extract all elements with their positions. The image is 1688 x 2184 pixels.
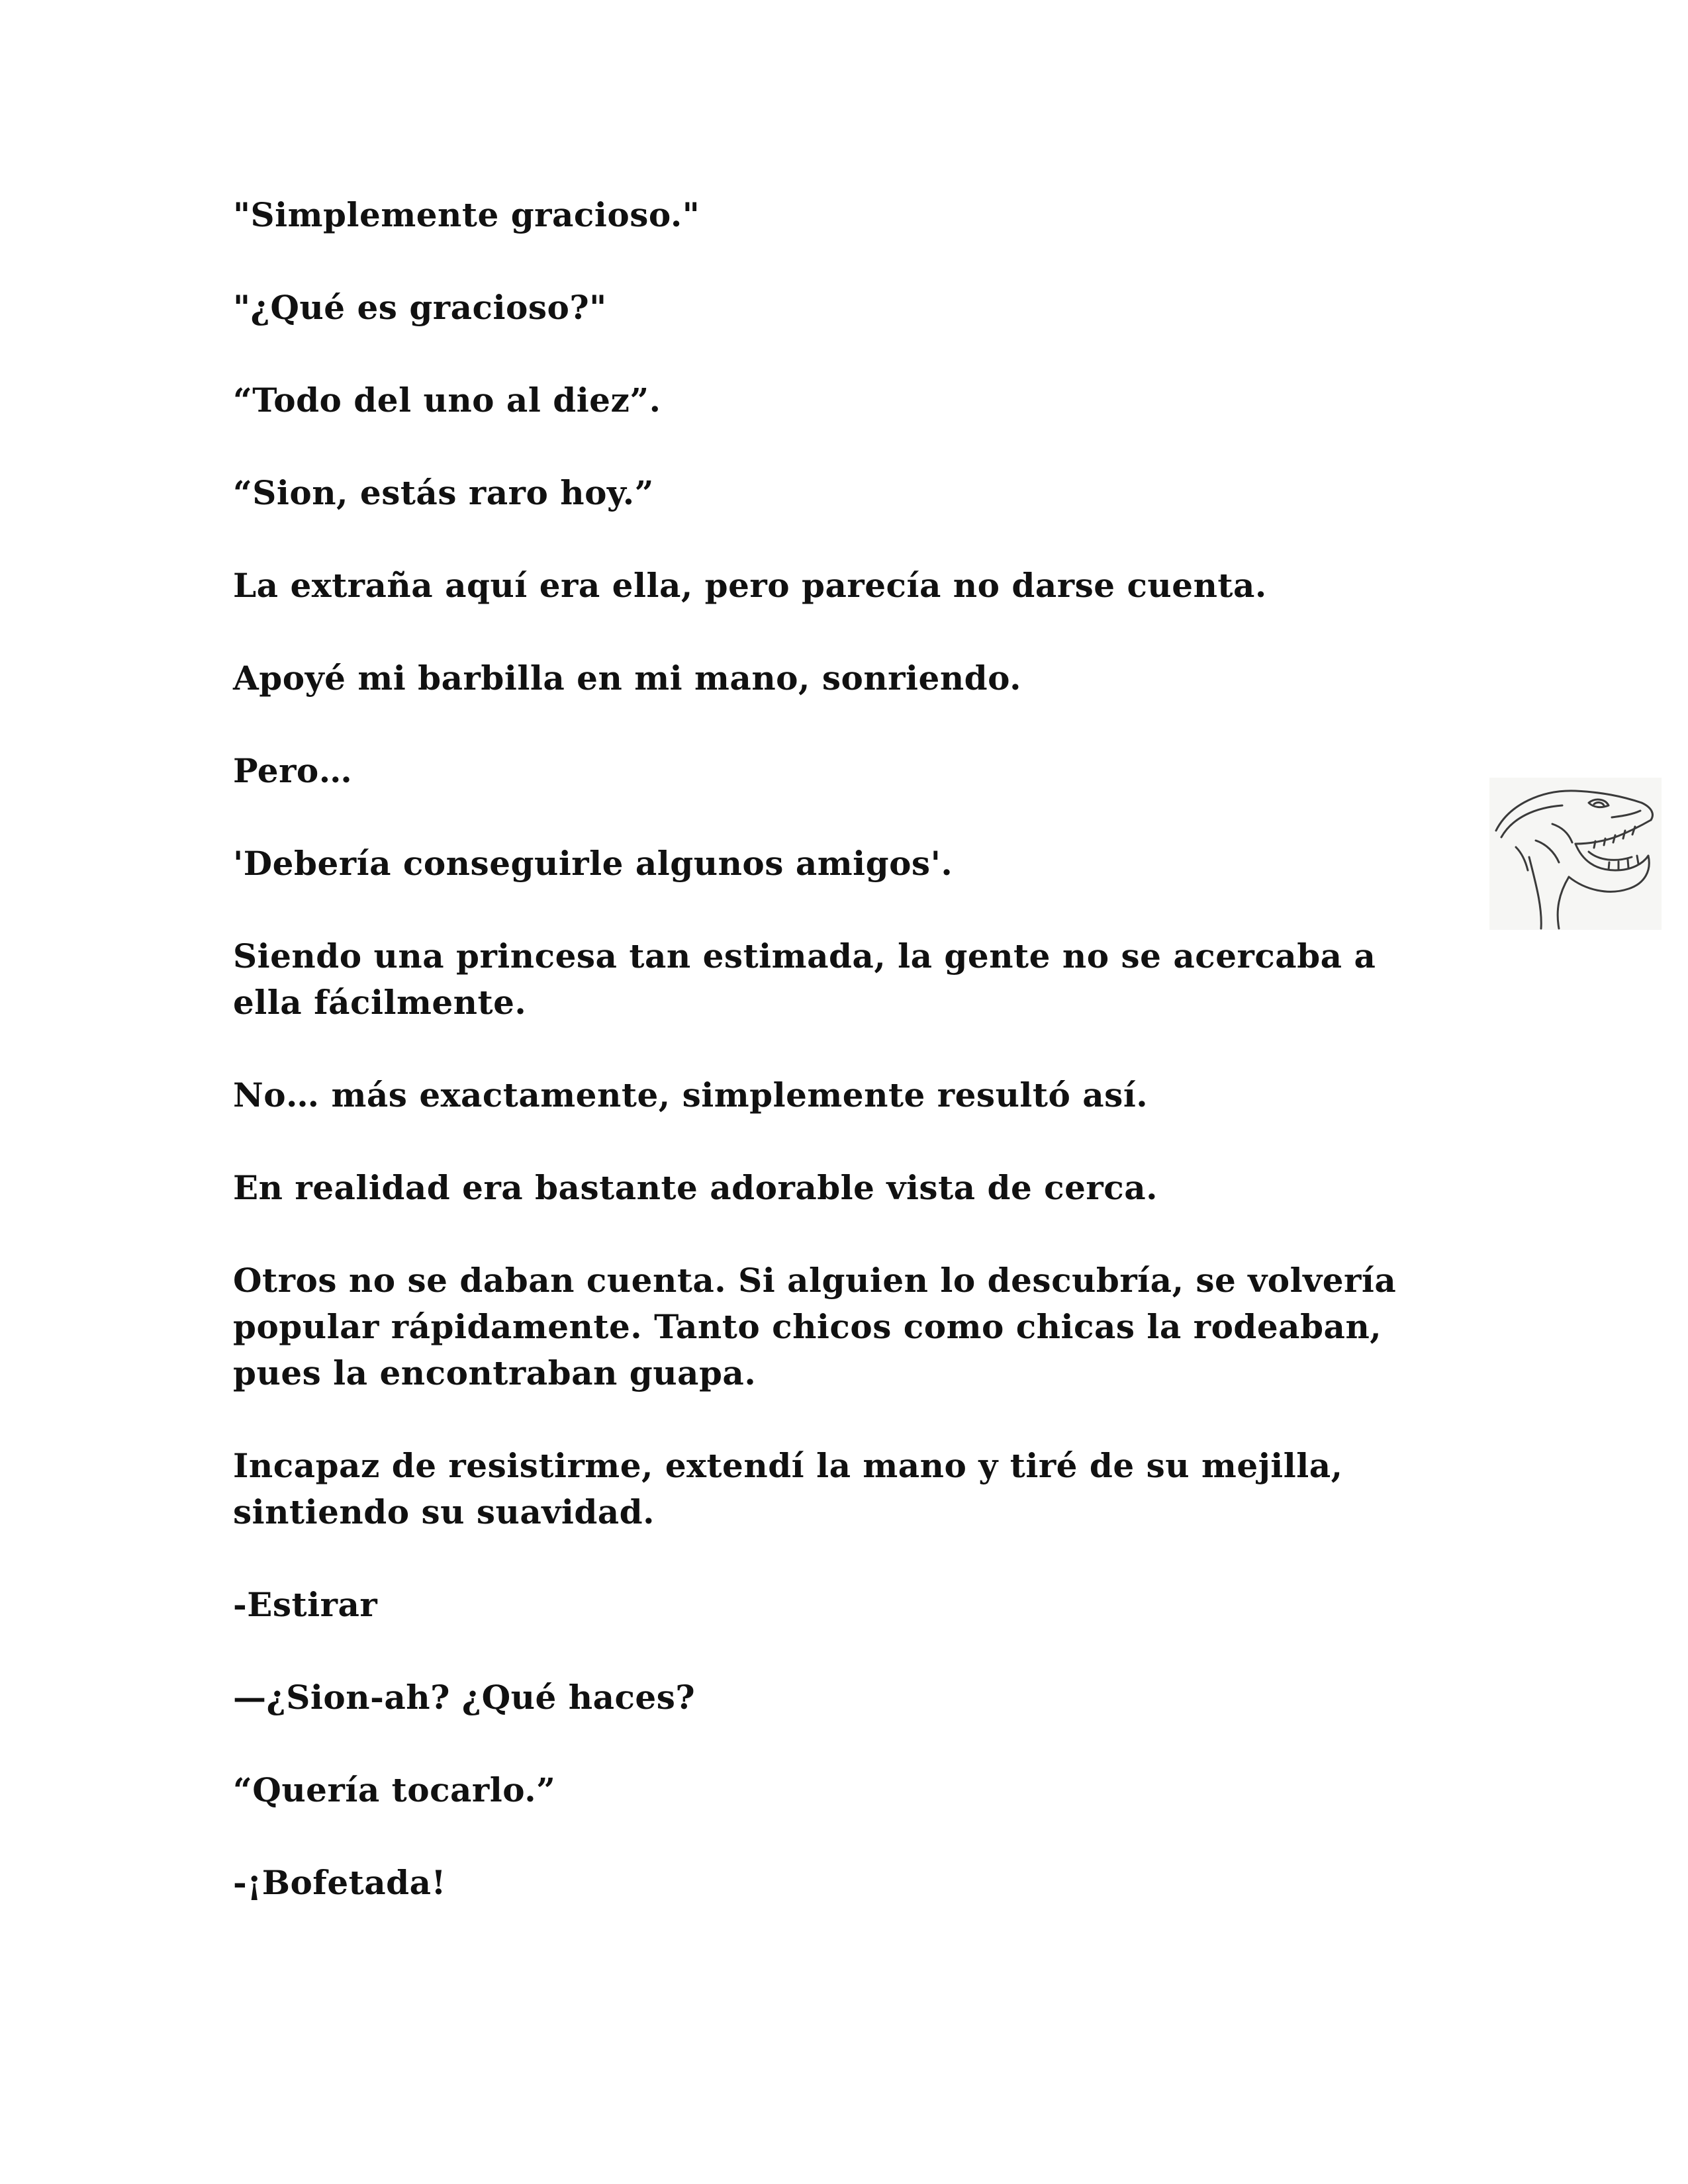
paragraph: “Sion, estás raro hoy.” bbox=[233, 473, 654, 512]
paragraph: Siendo una princesa tan estimada, la gente no se acercaba a ella fácilmente. bbox=[233, 936, 1376, 1022]
paragraph: "¿Qué es gracioso?" bbox=[233, 288, 607, 327]
paragraph: Incapaz de resistirme, extendí la mano y tiré de su mejilla, sintiendo su suavidad. bbox=[233, 1446, 1343, 1531]
paragraph: “Quería tocarlo.” bbox=[233, 1770, 556, 1809]
text-column bbox=[233, 192, 1458, 1952]
paragraph: Otros no se daban cuenta. Si alguien lo descubría, se volvería popular rápidamente. Tanto chicos como chicas la rodeaban, pues la encontraban guapa. bbox=[233, 1261, 1397, 1392]
paragraph: Pero… bbox=[233, 751, 353, 790]
paragraph: En realidad era bastante adorable vista de cerca. bbox=[233, 1168, 1158, 1207]
paragraph: Apoyé mi barbilla en mi mano, sonriendo. bbox=[233, 659, 1022, 698]
paragraph: —¿Sion-ah? ¿Qué haces? bbox=[233, 1678, 696, 1717]
paragraph: 'Debería conseguirle algunos amigos'. bbox=[233, 844, 953, 883]
paragraph: "Simplemente gracioso." bbox=[233, 195, 700, 234]
paragraph: No… más exactamente, simplemente resultó así. bbox=[233, 1075, 1149, 1115]
paragraph: “Todo del uno al diez”. bbox=[233, 381, 661, 420]
paragraph: -¡Bofetada! bbox=[233, 1863, 446, 1902]
dinosaur-head-icon bbox=[1489, 778, 1662, 930]
paragraph: La extraña aquí era ella, pero parecía no darse cuenta. bbox=[233, 566, 1267, 605]
paragraph: -Estirar bbox=[233, 1585, 378, 1624]
